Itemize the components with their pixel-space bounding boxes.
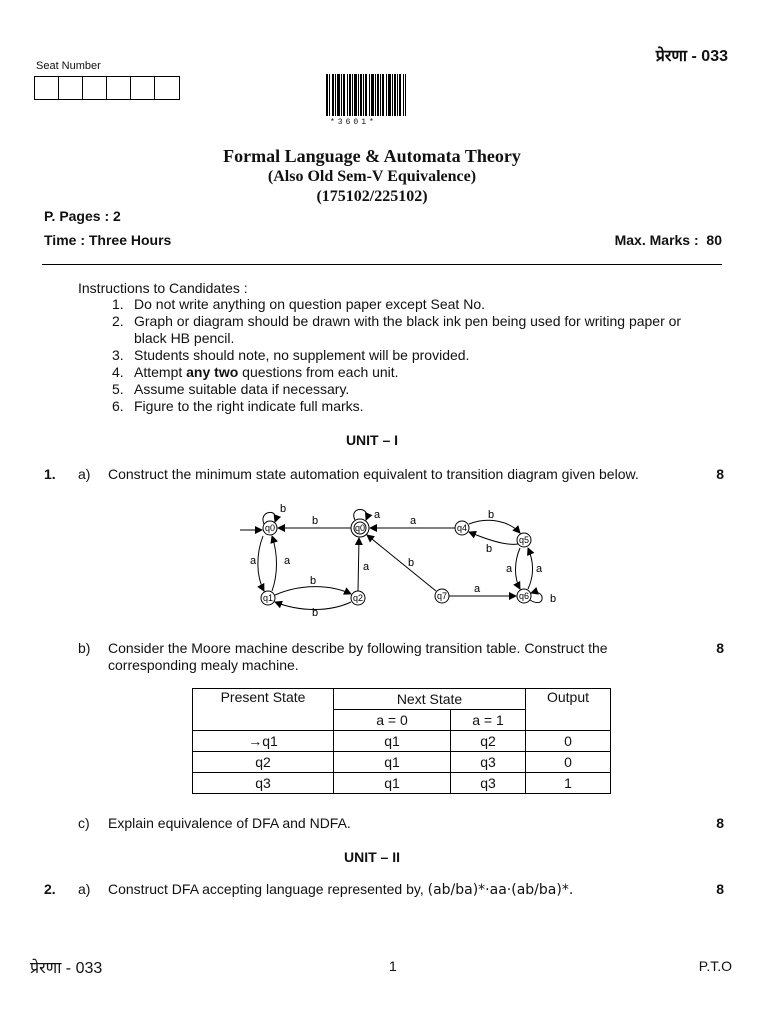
edge-label: a: [284, 555, 291, 567]
state-label: q5: [519, 535, 530, 545]
edge-label: b: [550, 593, 557, 605]
edge-label: b: [486, 543, 493, 555]
course-code: (175102/225102): [316, 188, 428, 205]
pto-label: P.T.O: [698, 958, 732, 974]
question-2a-marks: 8: [716, 881, 724, 897]
question-1a-label: a): [78, 466, 91, 482]
state-label: q0: [265, 523, 276, 533]
state-label: q0: [355, 523, 366, 533]
header-next-state: Next State: [334, 689, 526, 710]
edge-label: a: [506, 563, 513, 575]
edge-label: b: [312, 607, 319, 619]
question-1b-text: Consider the Moore machine describe by following transition table. Construct the corresponding mealy machine.: [108, 640, 608, 673]
page-count: P. Pages : 2: [44, 208, 121, 224]
instruction-item: 1. Do not write anything on question paper except Seat No.: [112, 296, 485, 312]
paper-code: प्रेरणा - 033: [655, 48, 728, 65]
barcode-number: *3601*: [330, 118, 377, 127]
edge-label: b: [280, 503, 287, 515]
paper-title: Formal Language & Automata Theory: [223, 146, 521, 166]
instruction-item: 3. Students should note, no supplement will be provided.: [112, 347, 470, 363]
instruction-item: 2. Graph or diagram should be drawn with the black ink pen being used for writing paper or black HB pencil.: [112, 313, 682, 346]
state-label: q4: [457, 523, 468, 533]
question-1b-marks: 8: [716, 640, 724, 656]
seat-number-boxes[interactable]: [34, 76, 180, 100]
paper-subtitle: (Also Old Sem-V Equivalence): [267, 168, 477, 185]
edge-label: a: [474, 583, 481, 595]
barcode-image: [326, 74, 406, 116]
instructions-list: [112, 296, 712, 415]
question-1-number: 1.: [44, 466, 56, 482]
state-label: q6: [519, 591, 530, 601]
instruction-item: 4. Attempt any two questions from each unit.: [112, 364, 399, 380]
question-1a-marks: 8: [716, 466, 724, 482]
question-2a-text: Construct DFA accepting language represented by, (ab/ba)*·aa·(ab/ba)*.: [108, 881, 574, 898]
moore-transition-table: [192, 688, 611, 794]
edge-label: b: [310, 575, 317, 587]
header-a1: a = 1: [451, 710, 526, 731]
instruction-item: 6. Figure to the right indicate full marks.: [112, 398, 364, 414]
state-label: q7: [437, 591, 448, 601]
table-row: →q1 q1 q2 0: [193, 731, 611, 752]
footer-paper-code: प्रेरणा - 033: [30, 960, 103, 977]
table-row: q2 q1 q3 0: [193, 752, 611, 773]
state-label: q2: [353, 593, 364, 603]
instruction-item: 5. Assume suitable data if necessary.: [112, 381, 350, 397]
edge-label: b: [312, 515, 319, 527]
divider-rule: [42, 264, 722, 265]
edge-label: a: [374, 509, 381, 521]
header-a0: a = 0: [334, 710, 451, 731]
edge-label: a: [363, 561, 370, 573]
edge-label: b: [408, 557, 415, 569]
question-1c-label: c): [78, 815, 90, 831]
regular-expression: (ab/ba)*·aa·(ab/ba)*.: [427, 882, 574, 898]
question-1a-text: Construct the minimum state automation equivalent to transition diagram given below.: [108, 466, 639, 482]
edge-label: a: [250, 555, 257, 567]
question-1c-text: Explain equivalence of DFA and NDFA.: [108, 815, 351, 831]
edge-label: a: [410, 515, 417, 527]
instructions-heading: Instructions to Candidates :: [78, 280, 248, 296]
unit-1-heading: UNIT – I: [345, 432, 399, 448]
unit-2-heading: UNIT – II: [343, 849, 400, 865]
table-row: q3 q1 q3 1: [193, 773, 611, 794]
question-2-number: 2.: [44, 881, 56, 897]
header-present-state: Present State: [193, 689, 334, 731]
question-1b-label: b): [78, 640, 91, 656]
header-output: Output: [526, 689, 611, 731]
question-2a-label: a): [78, 881, 91, 897]
question-1c-marks: 8: [716, 815, 724, 831]
seat-number-label: Seat Number: [36, 60, 101, 72]
edge-label: b: [488, 509, 495, 521]
max-marks: Max. Marks : 80: [614, 232, 722, 248]
transition-diagram: [230, 500, 570, 620]
page-number: 1: [389, 958, 397, 974]
exam-duration: Time : Three Hours: [44, 232, 172, 248]
edge-label: a: [536, 563, 543, 575]
state-label: q1: [263, 593, 274, 603]
